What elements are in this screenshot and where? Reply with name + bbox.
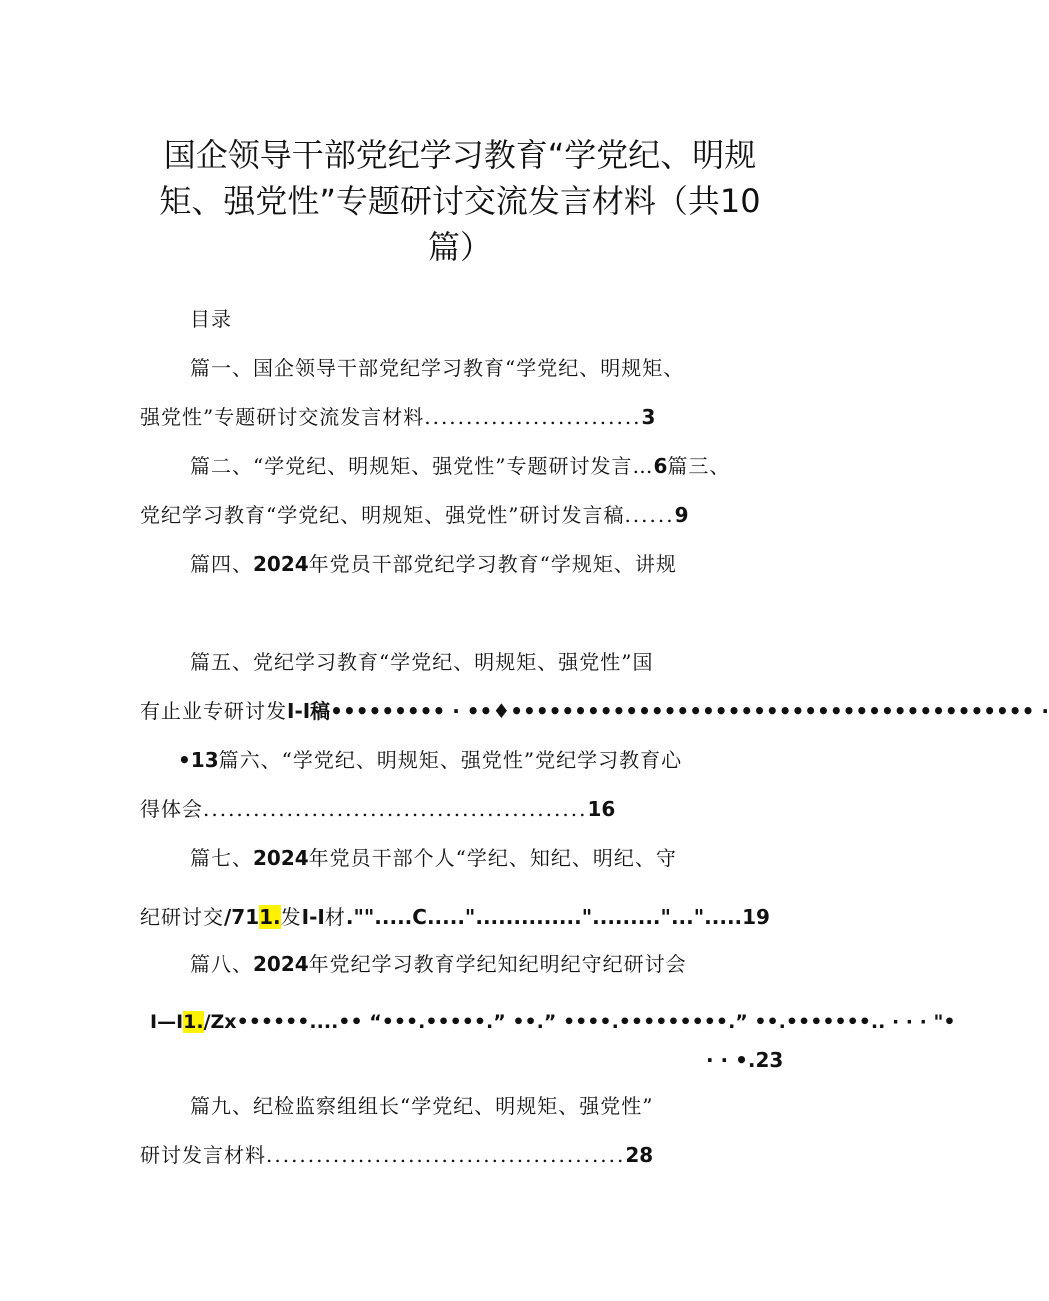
toc-entry-6-text: 篇六、“学党纪、明规矩、强党性”党纪学习教育心 — [218, 748, 683, 772]
toc-page-number: 16 — [587, 797, 616, 821]
toc-leader-dots: .......................... — [424, 405, 642, 429]
toc-entry-3-prefix: 篇三、 — [667, 454, 731, 478]
toc-entry-4-year: 2024 — [253, 552, 309, 576]
toc-entry-8-line-3: · · •.23 — [706, 1048, 784, 1072]
toc-page-number: •13 — [178, 748, 219, 772]
toc-leader-dots: .............................................. — [203, 797, 588, 821]
toc-entry-2 — [190, 452, 730, 480]
document-title — [140, 132, 780, 270]
toc-entry-1-line-2 — [140, 403, 655, 431]
toc-garbled-text: I-I稿••••••••• · ••♦••••••••••••••••••••••••••••••••••••••••• · — [287, 699, 1049, 723]
toc-entry-7-line-2 — [140, 903, 770, 931]
toc-entry-6-text-2: 得体会 — [140, 797, 203, 821]
toc-leader-dots: ...... — [624, 503, 675, 527]
toc-entry-6-line-1 — [178, 746, 682, 774]
title-line-2: 矩、强党性”专题研讨交流发言材料（共10 — [159, 182, 761, 220]
toc-entry-4 — [190, 550, 677, 578]
toc-garbled-text: I-I — [301, 905, 325, 929]
toc-entry-7-line-1 — [190, 844, 677, 872]
toc-page-number: 6 — [653, 454, 668, 478]
highlighted-text: 1. — [183, 1011, 204, 1033]
toc-entry-7-text: 年党员干部个人“学纪、知纪、明纪、守 — [308, 846, 677, 870]
title-line-3: 篇） — [427, 228, 492, 266]
toc-entry-8-line-2 — [150, 1008, 956, 1036]
toc-entry-6-line-2 — [140, 795, 615, 823]
toc-entry-4-prefix: 篇四、 — [190, 552, 253, 576]
title-line-1: 国企领导干部党纪学习教育“学党纪、明规 — [163, 136, 757, 174]
toc-entry-3 — [140, 501, 689, 529]
toc-page-number: 3 — [641, 405, 656, 429]
toc-leader-dots: ........................................... — [266, 1143, 626, 1167]
toc-entry-8-text: 年党纪学习教育学纪知纪明纪守纪研讨会 — [308, 952, 687, 976]
toc-entry-9-line-1: 篇九、纪检监察组组长“学党纪、明规矩、强党性” — [190, 1094, 654, 1118]
toc-entry-8-line-1 — [190, 950, 687, 978]
toc-garbled-text: 材 — [324, 905, 346, 929]
toc-page-number: 28 — [625, 1143, 654, 1167]
toc-entry-8-year: 2024 — [253, 952, 309, 976]
toc-entry-5-line-2 — [140, 697, 1049, 725]
toc-garbled-text: ."".....C.....".............."........."...".....19 — [345, 905, 770, 929]
toc-garbled-text: /71 — [224, 905, 260, 929]
toc-entry-7-year: 2024 — [253, 846, 309, 870]
toc-garbled-text: 发 — [280, 905, 302, 929]
toc-entry-5-line-1: 篇五、党纪学习教育“学党纪、明规矩、强党性”国 — [190, 650, 654, 674]
toc-page-number: 9 — [674, 503, 689, 527]
toc-entry-9-text: 研讨发言材料 — [140, 1143, 266, 1167]
toc-entry-8-prefix: 篇八、 — [190, 952, 253, 976]
toc-entry-7-prefix: 篇七、 — [190, 846, 253, 870]
toc-entry-7-text-2: 纪研讨交 — [140, 905, 224, 929]
toc-entry-3-text: 党纪学习教育“学党纪、明规矩、强党性”研讨发言稿 — [140, 503, 625, 527]
toc-entry-9-line-2 — [140, 1141, 653, 1169]
toc-entry-1-text: 强党性”专题研讨交流发言材料 — [140, 405, 425, 429]
toc-entry-4-text: 年党员干部党纪学习教育“学规矩、讲规 — [308, 552, 677, 576]
toc-garbled-text: I—I — [150, 1011, 184, 1033]
toc-heading: 目录 — [190, 307, 232, 331]
toc-garbled-text: /Zx••••••....•• “•••.•••••.” ••.” ••••.•••••••••.” ••.•••••••.. · · · "• — [203, 1011, 956, 1033]
highlighted-text: 1. — [259, 905, 281, 929]
toc-entry-5-text: 有止业专研讨发 — [140, 699, 287, 723]
toc-entry-1-line-1: 篇一、国企领导干部党纪学习教育“学党纪、明规矩、 — [190, 356, 685, 380]
toc-entry-2-text: 篇二、“学党纪、明规矩、强党性”专题研讨发言… — [190, 454, 654, 478]
